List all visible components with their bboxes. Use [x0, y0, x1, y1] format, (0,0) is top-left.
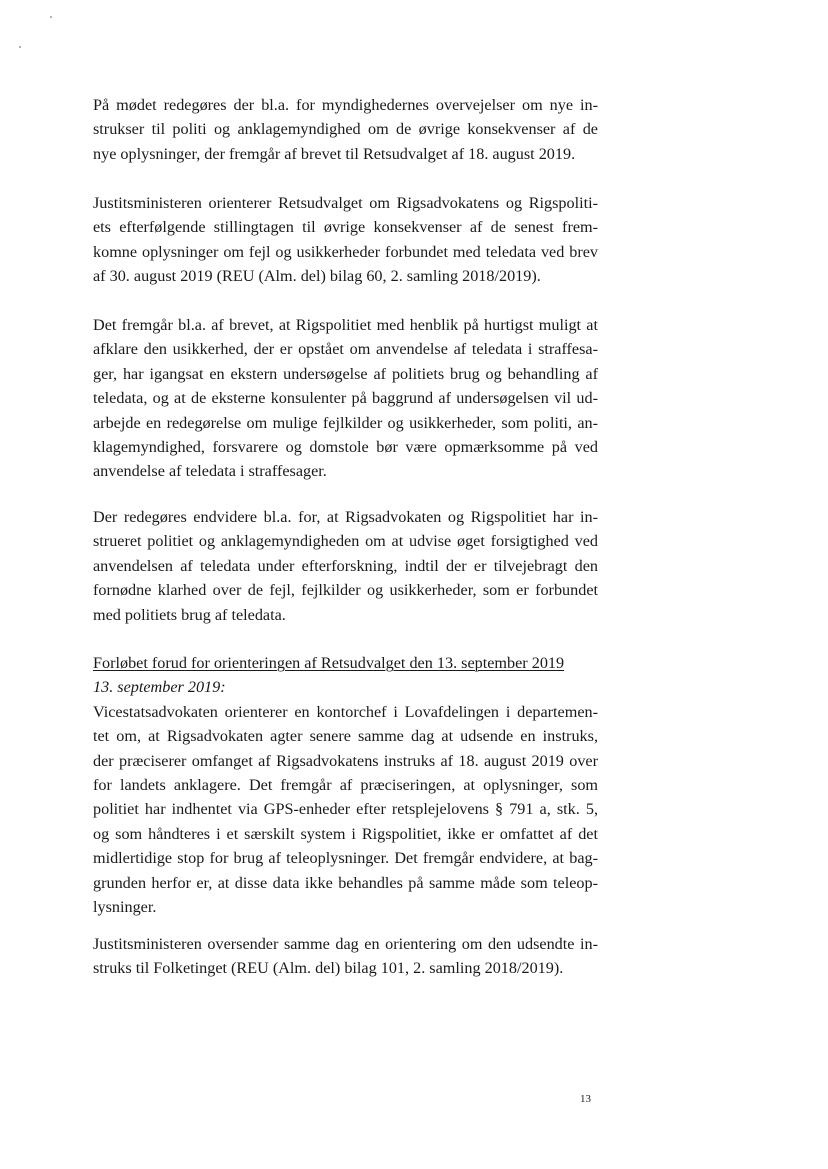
- paragraph-line: midlertidige stop for brug af teleoplysninger. Det fremgår endvidere, at bag-: [93, 849, 598, 868]
- paragraph-line: for landets anklagere. Det fremgår af præciseringen, at oplysninger, som: [93, 776, 598, 795]
- paragraph-line: Der redegøres endvidere bl.a. for, at Rigsadvokaten og Rigspolitiet har in-: [93, 508, 598, 526]
- paragraph-line: klagemyndighed, forsvarere og domstole bør være opmærksomme på ved: [93, 438, 598, 457]
- paragraph-line: og som håndteres i et særskilt system i Rigspolitiet, ikke er omfattet af det: [93, 824, 598, 843]
- scan-speck: [19, 46, 21, 48]
- paragraph-line: med politiets brug af teledata.: [93, 605, 286, 624]
- section-date-label: 13. september 2019:: [93, 678, 226, 697]
- paragraph-3: [93, 313, 598, 484]
- paragraph-line: ger, har igangsat en ekstern undersøgelse af politiets brug og behandling af: [93, 364, 598, 383]
- paragraph-line: Justitsministeren oversender samme dag en orientering om den udsendte in-: [93, 935, 598, 953]
- paragraph-line: nye oplysninger, der fremgår af brevet til Retsudvalget af 18. august 2019.: [93, 144, 576, 163]
- paragraph-line: Vicestatsadvokaten orienterer en kontorchef i Lovafdelingen i departemen-: [93, 702, 598, 721]
- paragraph-line: På mødet redegøres der bl.a. for myndighedernes overvejelser om nye in-: [93, 96, 598, 114]
- section-heading: Forløbet forud for orienteringen af Retsudvalget den 13. september 2019: [93, 654, 565, 672]
- paragraph-line: grunden herfor er, at disse data ikke behandles på samme måde som teleop-: [93, 873, 598, 892]
- paragraph-line: teledata, og at de eksterne konsulenter på baggrund af undersøgelsen vil ud-: [93, 389, 598, 408]
- paragraph-4: [93, 505, 598, 627]
- page-number: 13: [580, 1093, 591, 1105]
- paragraph-line: der præciserer omfanget af Rigsadvokatens instruks af 18. august 2019 over: [93, 751, 598, 770]
- paragraph-line: af 30. august 2019 (REU (Alm. del) bilag 60, 2. samling 2018/2019).: [93, 267, 541, 286]
- paragraph-line: afklare den usikkerhed, der er opstået om anvendelse af teledata i straffesa-: [93, 340, 598, 359]
- paragraph-line: fornødne klarhed over de fejl, fejlkilder og usikkerheder, som er forbundet: [93, 581, 598, 600]
- paragraph-line: Det fremgår bl.a. af brevet, at Rigspolitiet med henblik på hurtigst muligt at: [93, 316, 598, 334]
- paragraph-line: strukser til politi og anklagemyndighed om de øvrige konsekvenser af de: [93, 120, 598, 139]
- paragraph-line: ets efterfølgende stillingtagen til øvrige konsekvenser af de senest frem-: [93, 218, 598, 237]
- paragraph-line: politiet har indhentet via GPS-enheder efter retsplejelovens § 791 a, stk. 5,: [93, 800, 598, 819]
- paragraph-line: Justitsministeren orienterer Retsudvalget om Rigsadvokatens og Rigspoliti-: [93, 194, 598, 212]
- paragraph-line: komne oplysninger om fejl og usikkerheder forbundet med teledata ved brev: [93, 242, 598, 261]
- paragraph-line: anvendelsen af teledata under efterforskning, indtil der er tilvejebragt den: [93, 556, 598, 575]
- paragraph-line: arbejde en redegørelse om mulige fejlkilder og usikkerheder, som politi, an-: [93, 413, 598, 432]
- section-block: [93, 651, 598, 919]
- paragraph-1: [93, 93, 598, 166]
- paragraph-line: tet om, at Rigsadvokaten agter senere samme dag at udsende en instruks,: [93, 727, 598, 746]
- paragraph-line: strueret politiet og anklagemyndigheden om at udvise øget forsigtighed ved: [93, 532, 598, 551]
- paragraph-line: lysninger.: [93, 898, 157, 917]
- paragraph-2: [93, 191, 598, 289]
- scan-speck: [50, 16, 52, 18]
- paragraph-line: anvendelse af teledata i straffesager.: [93, 462, 327, 481]
- paragraph-line: struks til Folketinget (REU (Alm. del) bilag 101, 2. samling 2018/2019).: [93, 959, 564, 978]
- paragraph-final: [93, 932, 598, 981]
